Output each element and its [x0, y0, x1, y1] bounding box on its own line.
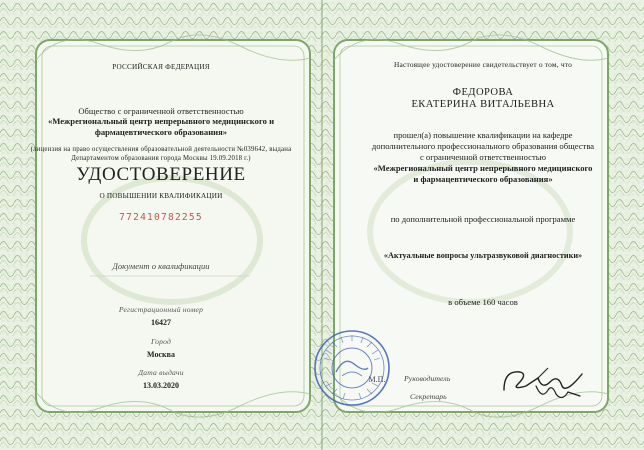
- body-line2: дополнительного профессионального образования общества: [371, 141, 595, 151]
- official-stamp: [312, 328, 392, 408]
- organization-name-line1: «Межрегиональный центр непрерывного медицинского и: [47, 116, 275, 126]
- license-line2: Департаментом образования города Москвы 19.09.2018 г.): [71, 155, 251, 162]
- program-intro: по дополнительной профессиональной программе: [390, 214, 576, 224]
- program-title: «Актуальные вопросы ультразвуковой диагностики»: [383, 251, 583, 260]
- body-line1: прошел(а) повышение квалификации на кафедре: [393, 130, 573, 140]
- organization-type: Общество с ограниченной ответственностью: [78, 106, 244, 116]
- issue-date-value: 13.03.2020: [143, 381, 179, 390]
- serial-number: 772410782255: [119, 212, 203, 223]
- seal-mark: М.П.: [368, 375, 386, 384]
- surname: ФЕДОРОВА: [452, 87, 514, 98]
- organization-name-line2: фармацевтического образования»: [94, 127, 228, 137]
- secretary-signature: [532, 380, 592, 404]
- body-org-line2: и фармацевтического образования»: [413, 174, 553, 184]
- document-type-caption: Документ о квалификации: [112, 261, 210, 271]
- reg-number-label: Регистрационный номер: [118, 305, 204, 314]
- reg-number-value: 16427: [151, 318, 171, 327]
- city-label: Город: [150, 337, 172, 346]
- issue-date-label: Дата выдачи: [138, 368, 184, 377]
- license-line1: (лицензия на право осуществления образовательной деятельности №039642, выдана: [30, 146, 292, 153]
- given-names: ЕКАТЕРИНА ВИТАЛЬЕВНА: [411, 99, 555, 110]
- document-subtitle: О ПОВЫШЕНИИ КВАЛИФИКАЦИИ: [99, 192, 223, 200]
- director-label: Руководитель: [404, 374, 451, 383]
- country-header: РОССИЙСКАЯ ФЕДЕРАЦИЯ: [112, 63, 210, 71]
- document-title: УДОСТОВЕРЕНИЕ: [76, 164, 246, 185]
- city-value: Москва: [147, 350, 175, 359]
- body-line3: с ограниченной ответственностью: [419, 152, 547, 162]
- certifies-line: Настоящее удостоверение свидетельствует о том, что: [394, 60, 572, 69]
- secretary-label: Секретарь: [410, 392, 447, 401]
- body-org-line1: «Межрегиональный центр непрерывного медицинского: [373, 163, 593, 173]
- hours-volume: в объеме 160 часов: [448, 297, 518, 307]
